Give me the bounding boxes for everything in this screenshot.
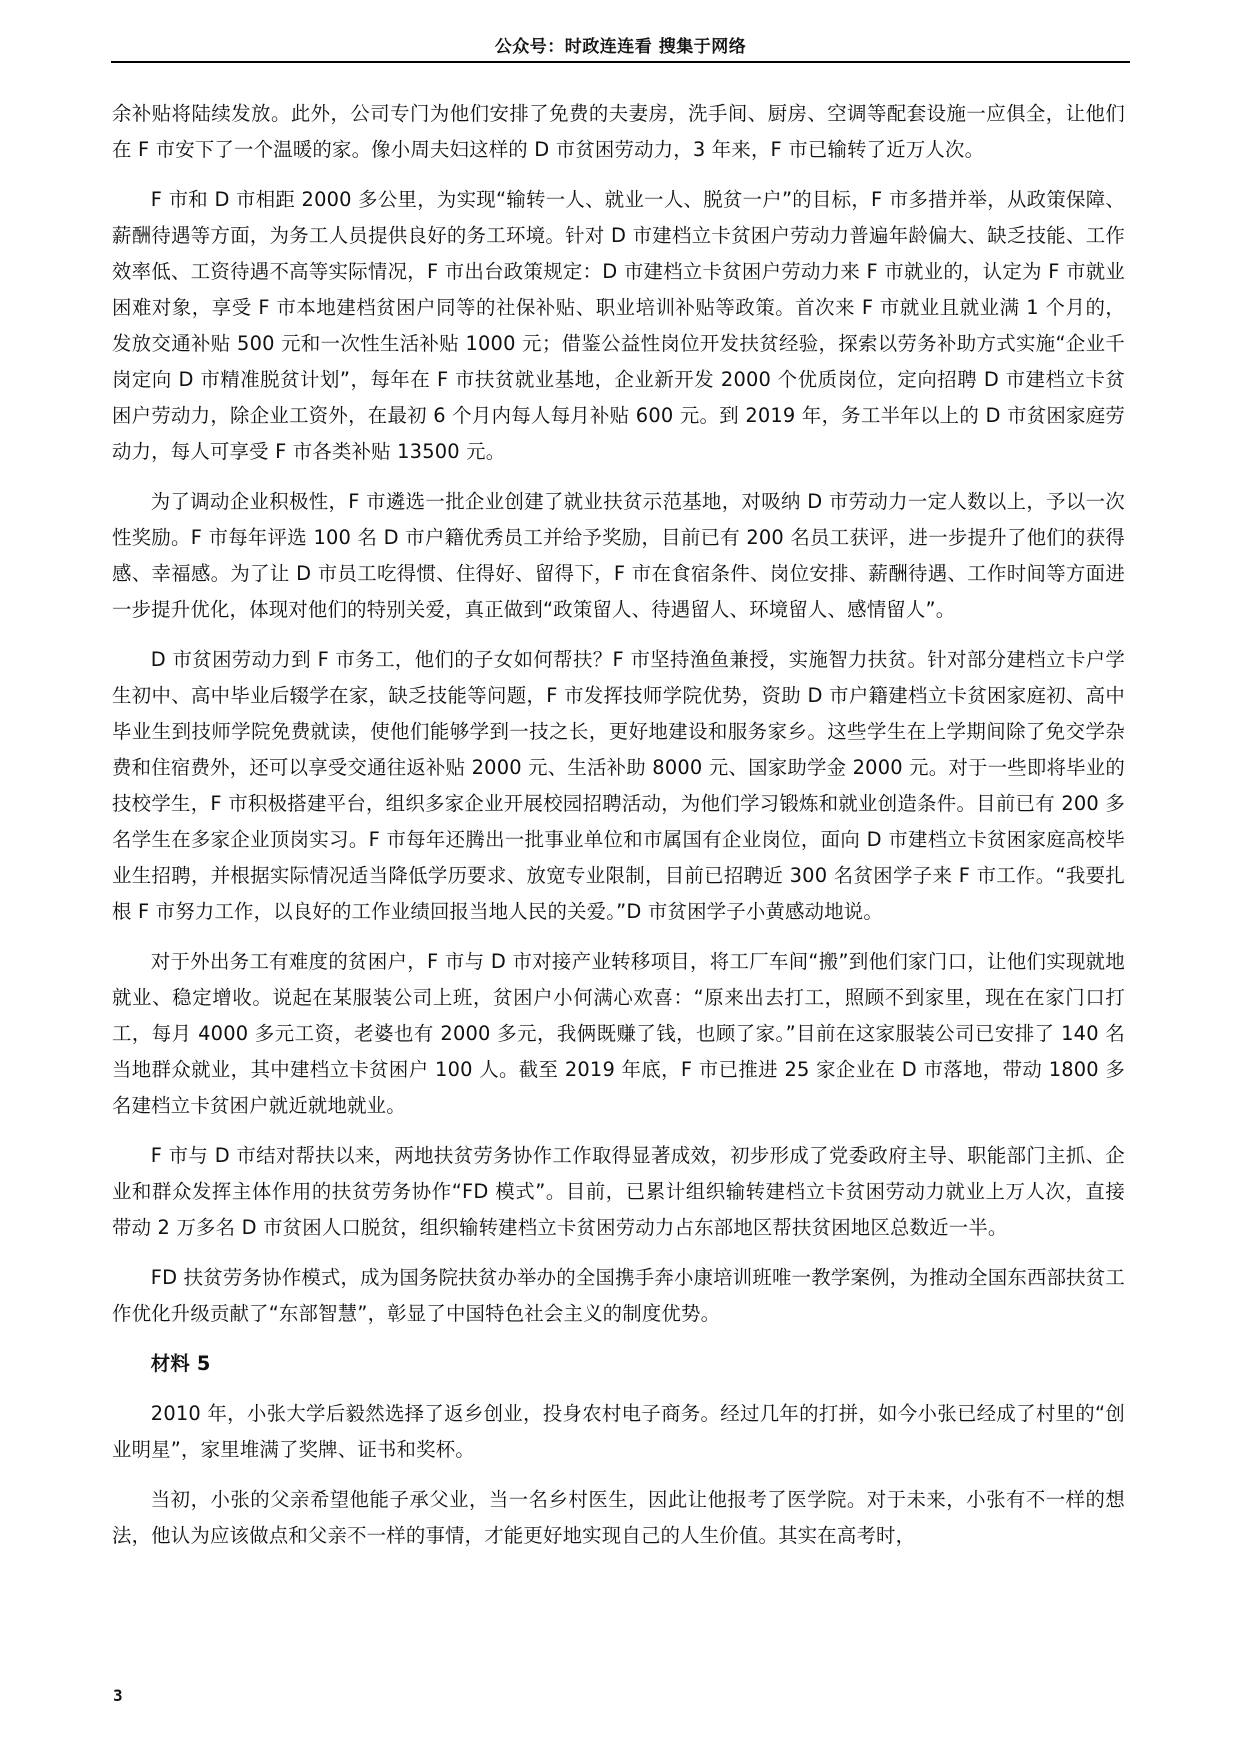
paragraph-fd-model-case: FD 扶贫劳务协作模式，成为国务院扶贫办举办的全国携手奔小康培训班唯一教学案例，为推动全国东西部扶贫工作优化升级贡献了“东部智慧”，彰显了中国特色社会主义的制度优势。: [112, 1266, 1125, 1325]
paragraph-policy-support: F 市和 D 市相距 2000 多公里，为实现“输转一人、就业一人、脱贫一户”的目标，F 市多措并举，从政策保障、薪酬待遇等方面，为务工人员提供良好的务工环境。针对 D 市建档立卡贫困户劳动力普遍年龄偏大、缺乏技能、工作效率低、工资待遇不高等实际情况，F 市出台政策规定：D 市建档立卡贫困户劳动力来 F 市就业的，认定为 F 市就业困难对象，享受 F 市本地建档贫困户同等的社保补贴、职业培训补贴等政策。首次来 F 市就业且就业满 1 个月的，发放交通补贴 500 元和一次性生活补贴 1000 元；借鉴公益性岗位开发扶贫经验，探索以劳务补助方式实施“企业千岗定向 D 市精准脱贫计划”，每年在 F 市扶贫就业基地，企业新开发 2000 个优质岗位，定向招聘 D 市建档立卡贫困户劳动力，除企业工资外，在最初 6 个月内每人每月补贴 600 元。到 2019 年，务工半年以上的 D 市贫困家庭劳动力，每人可享受 F 市各类补贴 13500 元。: [112, 188, 1125, 463]
paragraph-fd-model-results: F 市与 D 市结对帮扶以来，两地扶贫劳务协作工作取得显著成效，初步形成了党委政府主导、职能部门主抓、企业和群众发挥主体作用的扶贫劳务协作“FD 模式”。目前，已累计组织输转建档立卡贫困劳动力就业上万人次，直接带动 2 万多名 D 市贫困人口脱贫，组织输转建档立卡贫困劳动力占东部地区帮扶贫困地区总数近一半。: [112, 1144, 1125, 1239]
paragraph-xiaozhang-father: 当初，小张的父亲希望他能子承父业，当一名乡村医生，因此让他报考了医学院。对于未来，小张有不一样的想法，他认为应该做点和父亲不一样的事情，才能更好地实现自己的人生价值。其实在高考时，: [112, 1488, 1125, 1547]
page-number: 3: [113, 1686, 123, 1705]
paragraph-enterprise-incentives: 为了调动企业积极性，F 市遴选一批企业创建了就业扶贫示范基地，对吸纳 D 市劳动力一定人数以上，予以一次性奖励。F 市每年评选 100 名 D 市户籍优秀员工并给予奖励，目前已有 200 名员工获评，进一步提升了他们的获得感、幸福感。为了让 D 市员工吃得惯、住得好、留得下，F 市在食宿条件、岗位安排、薪酬待遇、工作时间等方面进一步提升优化，体现对他们的特别关爱，真正做到“政策留人、待遇留人、环境留人、感情留人”。: [112, 490, 1125, 621]
header-divider: [111, 61, 1130, 63]
paragraph-industry-transfer: 对于外出务工有难度的贫困户，F 市与 D 市对接产业转移项目，将工厂车间“搬”到他们家门口，让他们实现就地就业、稳定增收。说起在某服装公司上班，贫困户小何满心欢喜：“原来出去打工，照顾不到家里，现在在家门口打工，每月 4000 多元工资，老婆也有 2000 多元，我俩既赚了钱，也顾了家。”目前在这家服装公司已安排了 140 名当地群众就业，其中建档立卡贫困户 100 人。截至 2019 年底，F 市已推进 25 家企业在 D 市落地，带动 1800 多名建档立卡贫困户就近就地就业。: [112, 950, 1125, 1117]
paragraph-xiaozhang-intro: 2010 年，小张大学后毅然选择了返乡创业，投身农村电子商务。经过几年的打拼，如今小张已经成了村里的“创业明星”，家里堆满了奖牌、证书和奖杯。: [112, 1402, 1125, 1461]
section-heading-material-5: 材料 5: [150, 1352, 211, 1375]
page-header-title: 公众号：时政连连看 搜集于网络: [494, 37, 747, 57]
paragraph-continuation: 余补贴将陆续发放。此外，公司专门为他们安排了免费的夫妻房，洗手间、厨房、空调等配套设施一应俱全，让他们在 F 市安下了一个温暖的家。像小周夫妇这样的 D 市贫困劳动力，3 年来，F 市已输转了近万人次。: [112, 102, 1125, 161]
document-body: [112, 96, 1125, 1568]
paragraph-education-support: D 市贫困劳动力到 F 市务工，他们的子女如何帮扶？F 市坚持渔鱼兼授，实施智力扶贫。针对部分建档立卡户学生初中、高中毕业后辍学在家，缺乏技能等问题，F 市发挥技师学院优势，资助 D 市户籍建档立卡贫困家庭初、高中毕业生到技师学院免费就读，使他们能够学到一技之长，更好地建设和服务家乡。这些学生在上学期间除了免交学杂费和住宿费外，还可以享受交通往返补贴 2000 元、生活补助 8000 元、国家助学金 2000 元。对于一些即将毕业的技校学生，F 市积极搭建平台，组织多家企业开展校园招聘活动，为他们学习锻炼和就业创造条件。目前已有 200 多名学生在多家企业顶岗实习。F 市每年还腾出一批事业单位和市属国有企业岗位，面向 D 市建档立卡贫困家庭高校毕业生招聘，并根据实际情况适当降低学历要求、放宽专业限制，目前已招聘近 300 名贫困学子来 F 市工作。“我要扎根 F 市努力工作，以良好的工作业绩回报当地人民的关爱。”D 市贫困学子小黄感动地说。: [112, 648, 1125, 923]
